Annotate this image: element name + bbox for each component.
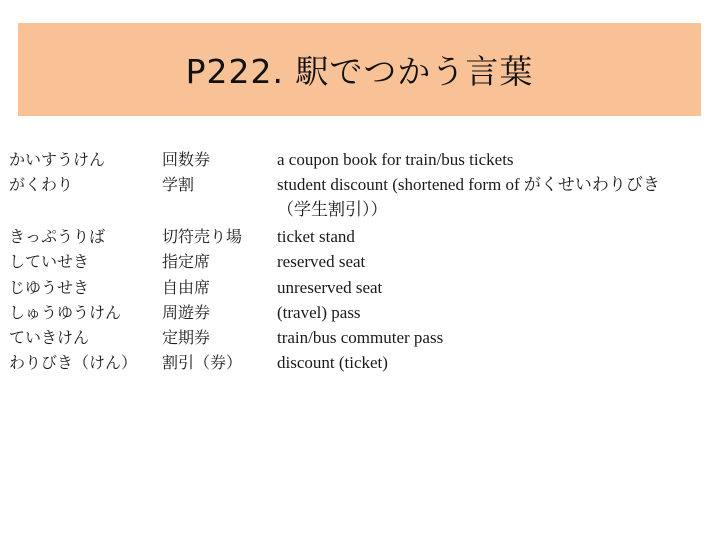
kanji-term: 定期券 — [162, 328, 211, 347]
kanji-term: 指定席 — [162, 252, 211, 271]
english-meaning: （学生割引）） — [277, 200, 388, 219]
kanji-term: 学割 — [162, 175, 195, 194]
english-meaning: ticket stand — [277, 227, 355, 246]
vocab-row — [0, 226, 720, 250]
kana-reading: がくわり — [9, 175, 74, 194]
kanji-term: 切符売り場 — [162, 227, 243, 246]
english-meaning: student discount (shortened form of がくせいわりびき — [277, 175, 660, 194]
vocab-row — [0, 174, 720, 198]
english-meaning: (travel) pass — [277, 303, 361, 322]
kanji-term: 回数券 — [162, 150, 211, 169]
english-meaning: reserved seat — [277, 252, 366, 271]
vocab-row — [0, 352, 720, 376]
english-meaning: train/bus commuter pass — [277, 328, 444, 347]
vocab-row — [0, 327, 720, 351]
kana-reading: きっぷうりば — [9, 227, 106, 246]
vocab-row — [0, 277, 720, 301]
vocab-row-continuation — [0, 199, 720, 223]
english-meaning: discount (ticket) — [277, 353, 388, 372]
page-title: P222. 駅でつかう言葉 — [185, 52, 534, 91]
kanji-term: 周遊券 — [162, 303, 211, 322]
kana-reading: しゅうゆうけん — [9, 303, 122, 322]
vocab-row — [0, 302, 720, 326]
vocab-row — [0, 251, 720, 275]
kanji-term: 割引（券） — [162, 353, 243, 372]
english-meaning: a coupon book for train/bus tickets — [277, 150, 514, 169]
kana-reading: かいすうけん — [9, 150, 106, 169]
kana-reading: じゆうせき — [9, 278, 90, 297]
kana-reading: ていきけん — [9, 328, 90, 347]
english-meaning: unreserved seat — [277, 278, 383, 297]
vocab-row — [0, 149, 720, 173]
kana-reading: していせき — [9, 252, 90, 271]
kanji-term: 自由席 — [162, 278, 211, 297]
kana-reading: わりびき（けん） — [9, 353, 138, 372]
